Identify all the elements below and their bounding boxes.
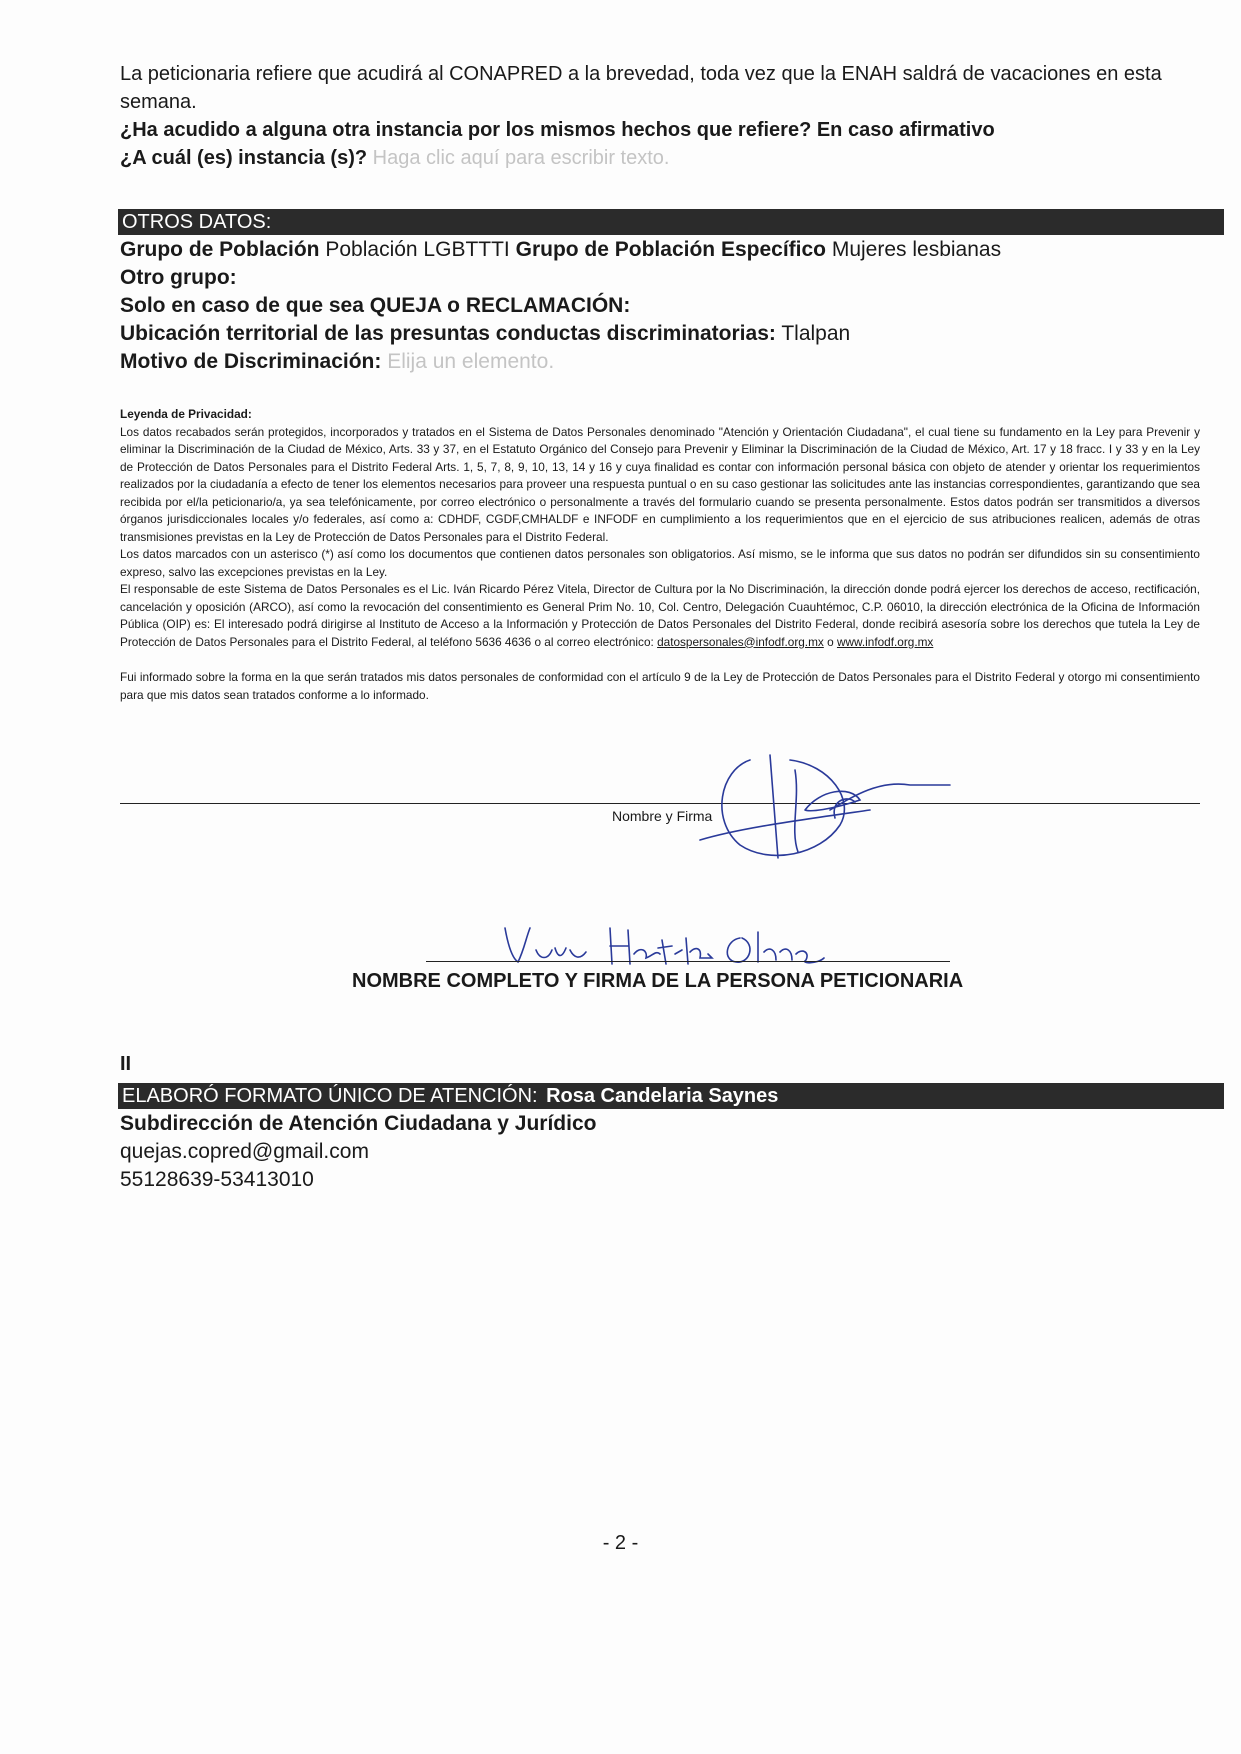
privacy-legend xyxy=(120,406,1200,704)
ubicacion-value[interactable]: Tlalpan xyxy=(781,322,851,345)
privacy-paragraph-3 xyxy=(120,581,1200,651)
consent-paragraph: Fui informado sobre la forma en la que serán tratados mis datos personales de conformidad con el artículo 9 de la Ley de Protección de Datos Personales para el Distrito Federal y otorgo mi consentimiento para que mis datos sean tratados conforme a lo informado. xyxy=(120,670,1200,702)
elaboro-details xyxy=(120,1110,1220,1194)
full-name-signature-line xyxy=(426,961,950,962)
handwritten-name-signature xyxy=(500,920,840,970)
roman-numeral: II xyxy=(120,1053,132,1075)
signature-line xyxy=(120,803,1200,804)
elaboro-header: ELABORÓ FORMATO ÚNICO DE ATENCIÓN: xyxy=(122,1085,538,1107)
grupo-row xyxy=(120,236,1220,264)
elaboro-area: Subdirección de Atención Ciudadana y Jurídico xyxy=(120,1112,597,1135)
elaboro-header-bar xyxy=(118,1083,1224,1109)
question-label: ¿A cuál (es) instancia (s)? xyxy=(120,147,368,169)
elaboro-header-name: Rosa Candelaria Saynes xyxy=(546,1085,779,1107)
question-line-2 xyxy=(120,144,1220,172)
intro-line-1: La peticionaria refiere que acudirá al CONAPRED a la brevedad, toda vez que la ENAH saldrá de vacaciones en esta xyxy=(120,63,1162,85)
signature-caption: Nombre y Firma xyxy=(612,808,713,824)
privacy-paragraph-1: Los datos recabados serán protegidos, incorporados y tratados en el Sistema de Datos Personales denominado "Atención y Orientación Ciudadana", el cual tiene su fundamento en la Ley para Prevenir y eliminar la Discriminación de la Ciudad de México, Arts. 33 y 37, en el Estatuto Orgánico del Consejo para Prevenir y Eliminar la Discriminación de la Ciudad de México, Art. 17 y 18 fracc. I y 33 y en la Ley de Protección de Datos Personales para el Distrito Federal Arts. 1, 5, 7, 8, 9, 10, 13, 14 y 16 y cuya finalidad es contar con información personal básica con objeto de atender y orientar los requerimientos realizados por la ciudadanía a efecto de tener los elementos necesarios para proveer una respuesta puntual o en su caso gestionar las solicitudes ante las instancias correspondientes, garantizando que sea recibida por el/la peticionario/a, ya sea telefónicamente, por correo electrónico o personalmente a través del formulario cuando se presenta personalmente. Estos datos podrán ser transmitidos a diversos órganos jurisdiccionales locales y/o federales, así como a: CDHDF, CGDF,CMHALDF e INFODF en cumplimiento a los requerimientos que en el ejercicio de sus atribuciones realicen, además de otras transmisiones previstas en la Ley de Protección de Datos Personales para el Distrito Federal. xyxy=(120,424,1200,544)
grupo-value[interactable]: Población LGBTTTI xyxy=(325,238,510,261)
elaboro-email: quejas.copred@gmail.com xyxy=(120,1140,369,1163)
intro-paragraph xyxy=(120,60,1220,172)
otros-datos-header-bar xyxy=(118,209,1224,235)
motivo-label: Motivo de Discriminación: xyxy=(120,350,382,373)
page-number: - 2 - xyxy=(602,1532,639,1554)
intro-line-2: semana. xyxy=(120,91,197,113)
signature-scribble-icon xyxy=(680,740,960,870)
motivo-placeholder-dropdown[interactable]: Elija un elemento. xyxy=(387,350,555,373)
ubicacion-label: Ubicación territorial de las presuntas conductas discriminatorias: xyxy=(120,322,776,345)
privacy-title: Leyenda de Privacidad: xyxy=(120,407,252,421)
full-name-label: NOMBRE COMPLETO Y FIRMA DE LA PERSONA PETICIONARIA xyxy=(352,970,964,992)
motivo-row xyxy=(120,348,1220,376)
ubicacion-row xyxy=(120,320,1220,348)
web-link[interactable]: www.infodf.org.mx xyxy=(836,634,934,649)
question-placeholder-field[interactable]: Haga clic aquí para escribir texto. xyxy=(372,147,670,169)
privacy-paragraph-2: Los datos marcados con un asterisco (*) así como los documentos que contienen datos personales son obligatorios. Así mismo, se le informa que sus datos no podrán ser difundidos sin su consentimiento expreso, salvo las excepciones previstas en la Ley. xyxy=(120,547,1200,579)
grupo-especifico-value[interactable]: Mujeres lesbianas xyxy=(831,238,1002,261)
otro-grupo-label: Otro grupo: xyxy=(120,266,237,289)
elaboro-phones: 55128639-53413010 xyxy=(120,1168,314,1191)
solo-queja-label: Solo en caso de que sea QUEJA o RECLAMACIÓN: xyxy=(120,294,631,317)
grupo-especifico-label: Grupo de Población Específico xyxy=(515,238,826,261)
otros-datos-section xyxy=(120,236,1220,376)
email-link[interactable]: datospersonales@infodf.org.mx xyxy=(657,634,824,649)
link-conjunction: o xyxy=(827,634,834,649)
grupo-label: Grupo de Población xyxy=(120,238,320,261)
privacy-paragraph-3-text: El responsable de este Sistema de Datos Personales es el Lic. Iván Ricardo Pérez Vitela, Director de Cultura por la No Discriminación, la dirección donde podrá ejercer los derechos de acceso, rectificación, cancelación y oposición (ARCO), así como la revocación del consentimiento es General Prim No. 10, Col. Centro, Delegación Cuauhtémoc, C.P. 06010, la dirección electrónica de la Oficina de Información Pública (OIP) es: El interesado podrá dirigirse al Instituto de Acceso a la Información y Protección de Datos Personales del Distrito Federal, donde recibirá asesoría sobre los derechos que tutela la Ley de Protección de Datos Personales para el Distrito Federal, al teléfono 5636 4636 o al correo electrónico: xyxy=(120,582,1200,649)
otros-datos-header: OTROS DATOS: xyxy=(122,211,272,233)
question-line-1: ¿Ha acudido a alguna otra instancia por los mismos hechos que refiere? En caso afirmativo xyxy=(120,119,995,141)
